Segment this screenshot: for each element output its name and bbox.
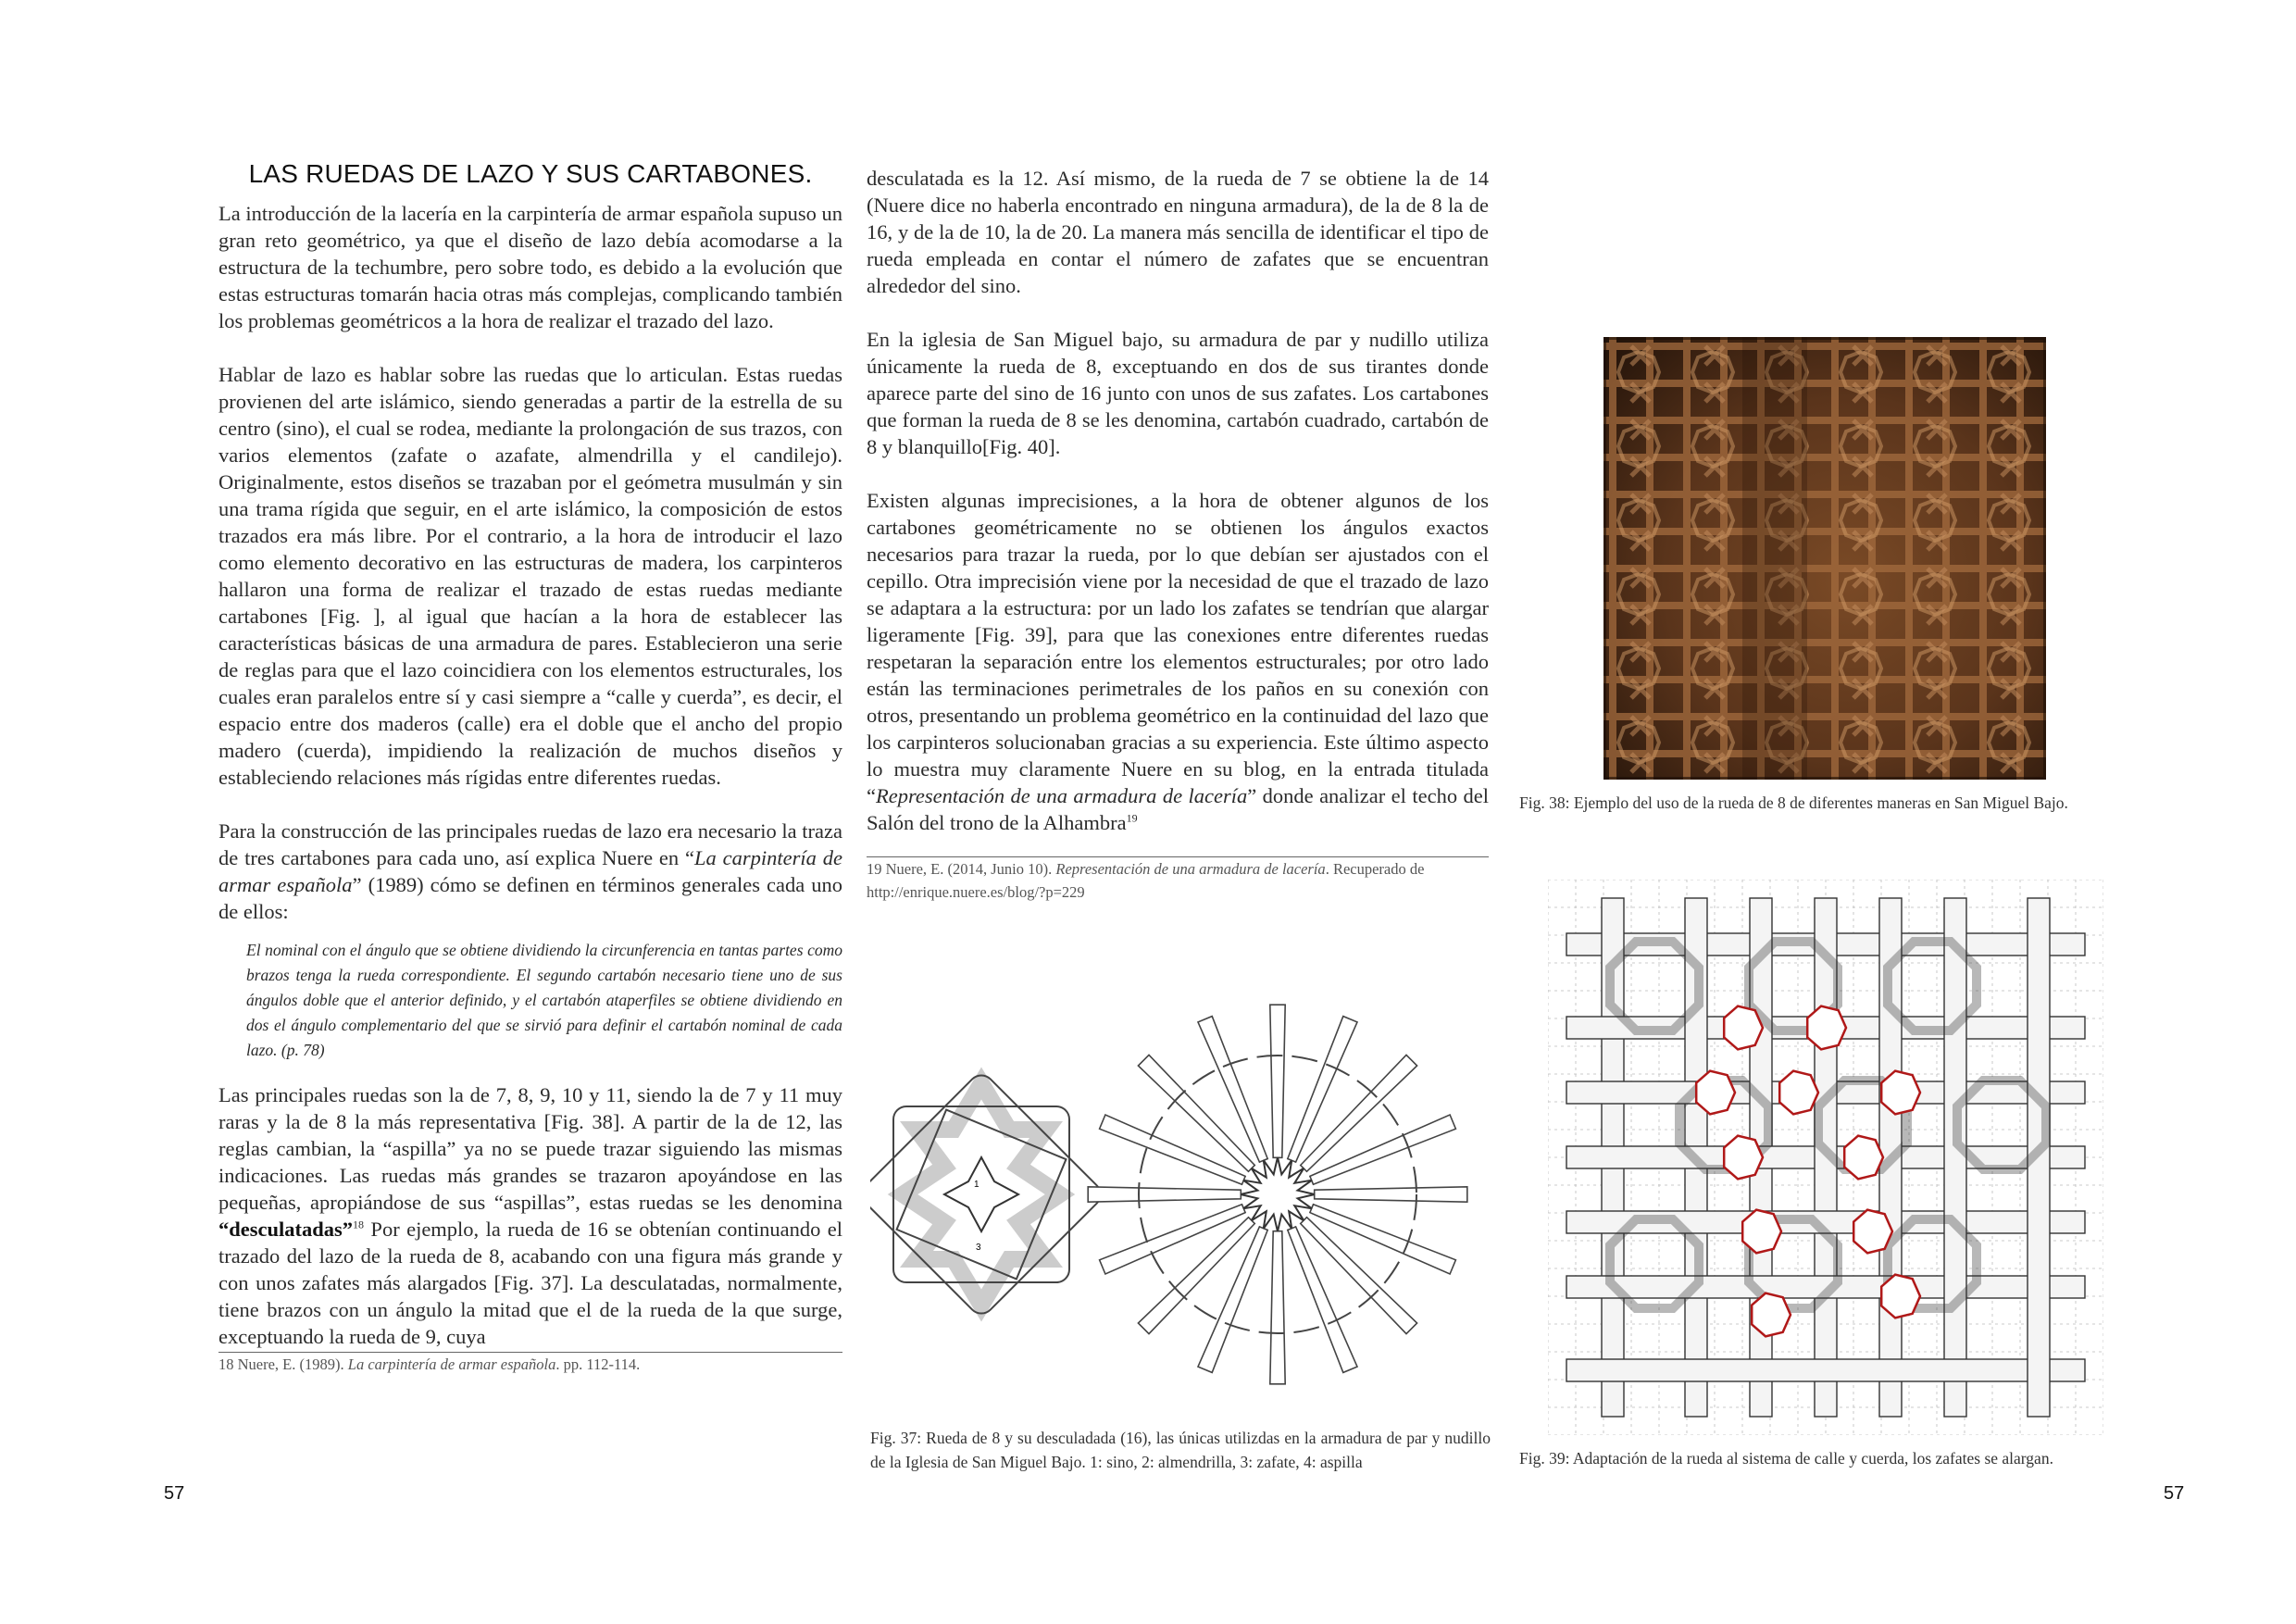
zafate-highlight bbox=[1742, 1210, 1781, 1254]
column-left bbox=[218, 200, 842, 1376]
term-desculatadas: “desculatadas” bbox=[218, 1218, 354, 1241]
section-heading: LAS RUEDAS DE LAZO Y SUS CARTABONES. bbox=[248, 159, 813, 188]
wheel-arm bbox=[1288, 1227, 1357, 1373]
zafate-highlight bbox=[1881, 1275, 1920, 1318]
fig39-lattice-diagram bbox=[1548, 880, 2103, 1440]
column-middle bbox=[867, 165, 1489, 904]
lattice-band bbox=[1944, 898, 1966, 1417]
fig38-ceiling-photo bbox=[1603, 337, 2046, 780]
paragraph: desculatada es la 12. Así mismo, de la rueda de 7 se obtiene la de 14 (Nuere dice no haberla encontrado en ninguna armadura), de la de 8 la de 16, y de la de 10, la de 20. La manera más sencilla de identificar el tipo de rueda empleada en contar el número de zafates que se encuentran alrededor del sino. bbox=[867, 167, 1489, 297]
footnote-ref[interactable]: 19 bbox=[1126, 811, 1138, 825]
wheel-arm bbox=[1100, 1115, 1246, 1184]
page-number-right: 57 bbox=[2164, 1483, 2185, 1504]
wheel-arm bbox=[1198, 1017, 1267, 1163]
zafate-highlight bbox=[1779, 1071, 1818, 1115]
wheel-arm bbox=[1100, 1205, 1246, 1274]
fig37-caption: Fig. 37: Rueda de 8 y su desculadada (16), las únicas utilizdas en la armadura de par y nudillo de la Iglesia de San Miguel Bajo. 1: sino, 2: almendrilla, 3: zafate, 4: aspilla bbox=[870, 1429, 1491, 1471]
label-zafate: 3 bbox=[976, 1243, 981, 1253]
paragraph: Las principales ruedas son la de 7, 8, 9, 10 y 11, siendo la de 7 y 11 muy raras y la de 8 la más representativa [Fig. 38]. A partir de la de 12, las reglas cambian, la “aspilla” ya no se puede trazar siguiendo las mismas indicaciones. Las ruedas más grandes se trazaron apoyándose en las pequeñas, apropiándose de sus “aspillas”, estas ruedas se les denomina “desculatadas”$^{18}$ Por ejemplo, la rueda de 16 se obtenían continuando el trazado del lazo de la rueda de 8, acabando con una figura más grande y con unos zafates más alargados [Fig. 37]. La desculatadas, normalmente, tiene brazos con un ángulo la mitad que el de la rueda de la que surge, exceptuando la rueda de 9, cuya bbox=[218, 1083, 842, 1348]
paragraph: Hablar de lazo es hablar sobre las ruedas que lo articulan. Estas ruedas provienen del arte islámico, siendo generadas a partir de la estrella de su centro (sino), el cual se rodea, mediante la prolongación de sus trazos, con varios elementos (zafate o azafate, almendrilla y el candilejo). Originalmente, estos diseños se trazaban por el geómetra musulmán y sin una trama rígida que seguir, en el arte islámico, la composición de estos trazados era más libre. Por el contrario, a la hora de introducir el lazo como elemento decorativo en las estructuras de madera, los carpinteros hallaron una forma de realizar el trazado de estas ruedas mediante cartabones [Fig. ], al igual que hacían a la hora de establecer las características básicas de una armadura de pares. Establecieron una serie de reglas para que el lazo coincidiera con los elementos estructurales, los cuales eran paralelos entre sí y casi siempre a “calle y cuerda”, es decir, el espacio entre dos maderos (calle) era el doble que el ancho del propio madero (cuerda), impidiendo la realización de muchos diseños y estableciendo relaciones más rígidas entre diferentes ruedas. bbox=[218, 363, 842, 789]
zafate-highlight bbox=[1881, 1071, 1920, 1115]
lattice-band bbox=[1566, 1359, 2085, 1381]
paragraph: La introducción de la lacería en la carpintería de armar española supuso un gran reto geométrico, ya que el diseño de lazo debía acomodarse a la estructura de la techumbre, pero sobre todo, es debido a la evolución que estas estructuras tomarán hacia otras más complejas, complicando también los problemas geométricos a la hora de realizar el trazado del lazo. bbox=[218, 202, 842, 332]
zafate-highlight bbox=[1853, 1210, 1892, 1254]
paragraph: En la iglesia de San Miguel bajo, su armadura de par y nudillo utiliza únicamente la rueda de 8, exceptuando en dos de sus tirantes donde aparece parte del sino de 16 junto con unos de sus zafates. Los cartabones que forman la rueda de 8 se les denomina, cartabón cuadrado, cartabón de 8 y blanquillo[Fig. 40]. bbox=[867, 328, 1489, 458]
sino-star bbox=[1241, 1157, 1315, 1231]
fig39-caption: Fig. 39: Adaptación de la rueda al sistema de calle y cuerda, los zafates se alargan. bbox=[1519, 1449, 2053, 1468]
wheel-arm bbox=[1270, 1005, 1285, 1157]
label-sino: 1 bbox=[974, 1180, 980, 1190]
zafate-highlight bbox=[1696, 1071, 1735, 1115]
zafate-highlight bbox=[1844, 1136, 1883, 1180]
paragraph: Existen algunas imprecisiones, a la hora de obtener algunos de los cartabones geométricamente no se obtienen los ángulos exactos necesarios para trazar la rueda, por lo que debían ser ajustados con el cepillo. Otra imprecisión viene por la necesidad de que el trazado de lazo se adaptara a la estructura: por un lado los zafates se tendrían que alargar ligeramente [Fig. 39], para que las conexiones entre diferentes ruedas respetaran la separación entre los elementos estructurales; por otro lado están las terminaciones perimetrales de los paños en su conexión con otros, presentando un problema geométrico en la continuidad del lazo que los carpinteros solucionaban gracias a su experiencia. Este último aspecto lo muestra muy claramente Nuere en su blog, en la entrada titulada “Representación de una armadura de lacería” donde analizar el techo del Salón del trono de la Alhambra$^{19}$ bbox=[867, 489, 1489, 834]
wheel-arm bbox=[1310, 1115, 1456, 1184]
book-title: La carpintería de armar española bbox=[218, 846, 842, 896]
page-number-left: 57 bbox=[164, 1483, 185, 1504]
wheel-arm bbox=[1310, 1205, 1456, 1274]
block-quote: El nominal con el ángulo que se obtiene dividiendo la circunferencia en tantas partes como brazos tenga la rueda correspondiente. El segundo cartabón necesario tiene uno de sus ángulos doble que el anterior definido, y el cartabón ataperfiles se obtiene dividiendo en dos el ángulo complementario del que se sirvió para definir el cartabón nominal de cada lazo. (p. 78) bbox=[246, 941, 842, 1059]
wheel-arm bbox=[1088, 1187, 1241, 1202]
zafate-highlight bbox=[1807, 1006, 1846, 1050]
footnote-ref[interactable]: 18 bbox=[353, 1218, 365, 1231]
fig37-wheel-diagram bbox=[870, 972, 1502, 1403]
wheel-arm bbox=[1288, 1017, 1357, 1163]
wheel-arm bbox=[1270, 1231, 1285, 1384]
footnote-19: 19 Nuere, E. (2014, Junio 10). Representación de una armadura de lacería. Recuperado de http://enrique.nuere.es/blog/?p=229 bbox=[867, 860, 1425, 901]
paragraph: Para la construcción de las principales ruedas de lazo era necesario la traza de tres cartabones para cada uno, así explica Nuere en “La carpintería de armar española” (1989) cómo se definen en términos generales cada uno de ellos: bbox=[218, 819, 842, 923]
blog-title: Representación de una armadura de lacería bbox=[876, 784, 1248, 807]
zafate-highlight bbox=[1724, 1136, 1763, 1180]
zafate-highlight bbox=[1724, 1006, 1763, 1050]
fig38-caption: Fig. 38: Ejemplo del uso de la rueda de 8 de diferentes maneras en San Miguel Bajo. bbox=[1519, 793, 2068, 812]
zafate-highlight bbox=[1752, 1293, 1791, 1337]
wheel-arm bbox=[1315, 1187, 1467, 1202]
wheel-arm bbox=[1198, 1227, 1267, 1373]
footnote-18: 18 Nuere, E. (1989). La carpintería de armar española. pp. 112-114. bbox=[218, 1355, 641, 1373]
